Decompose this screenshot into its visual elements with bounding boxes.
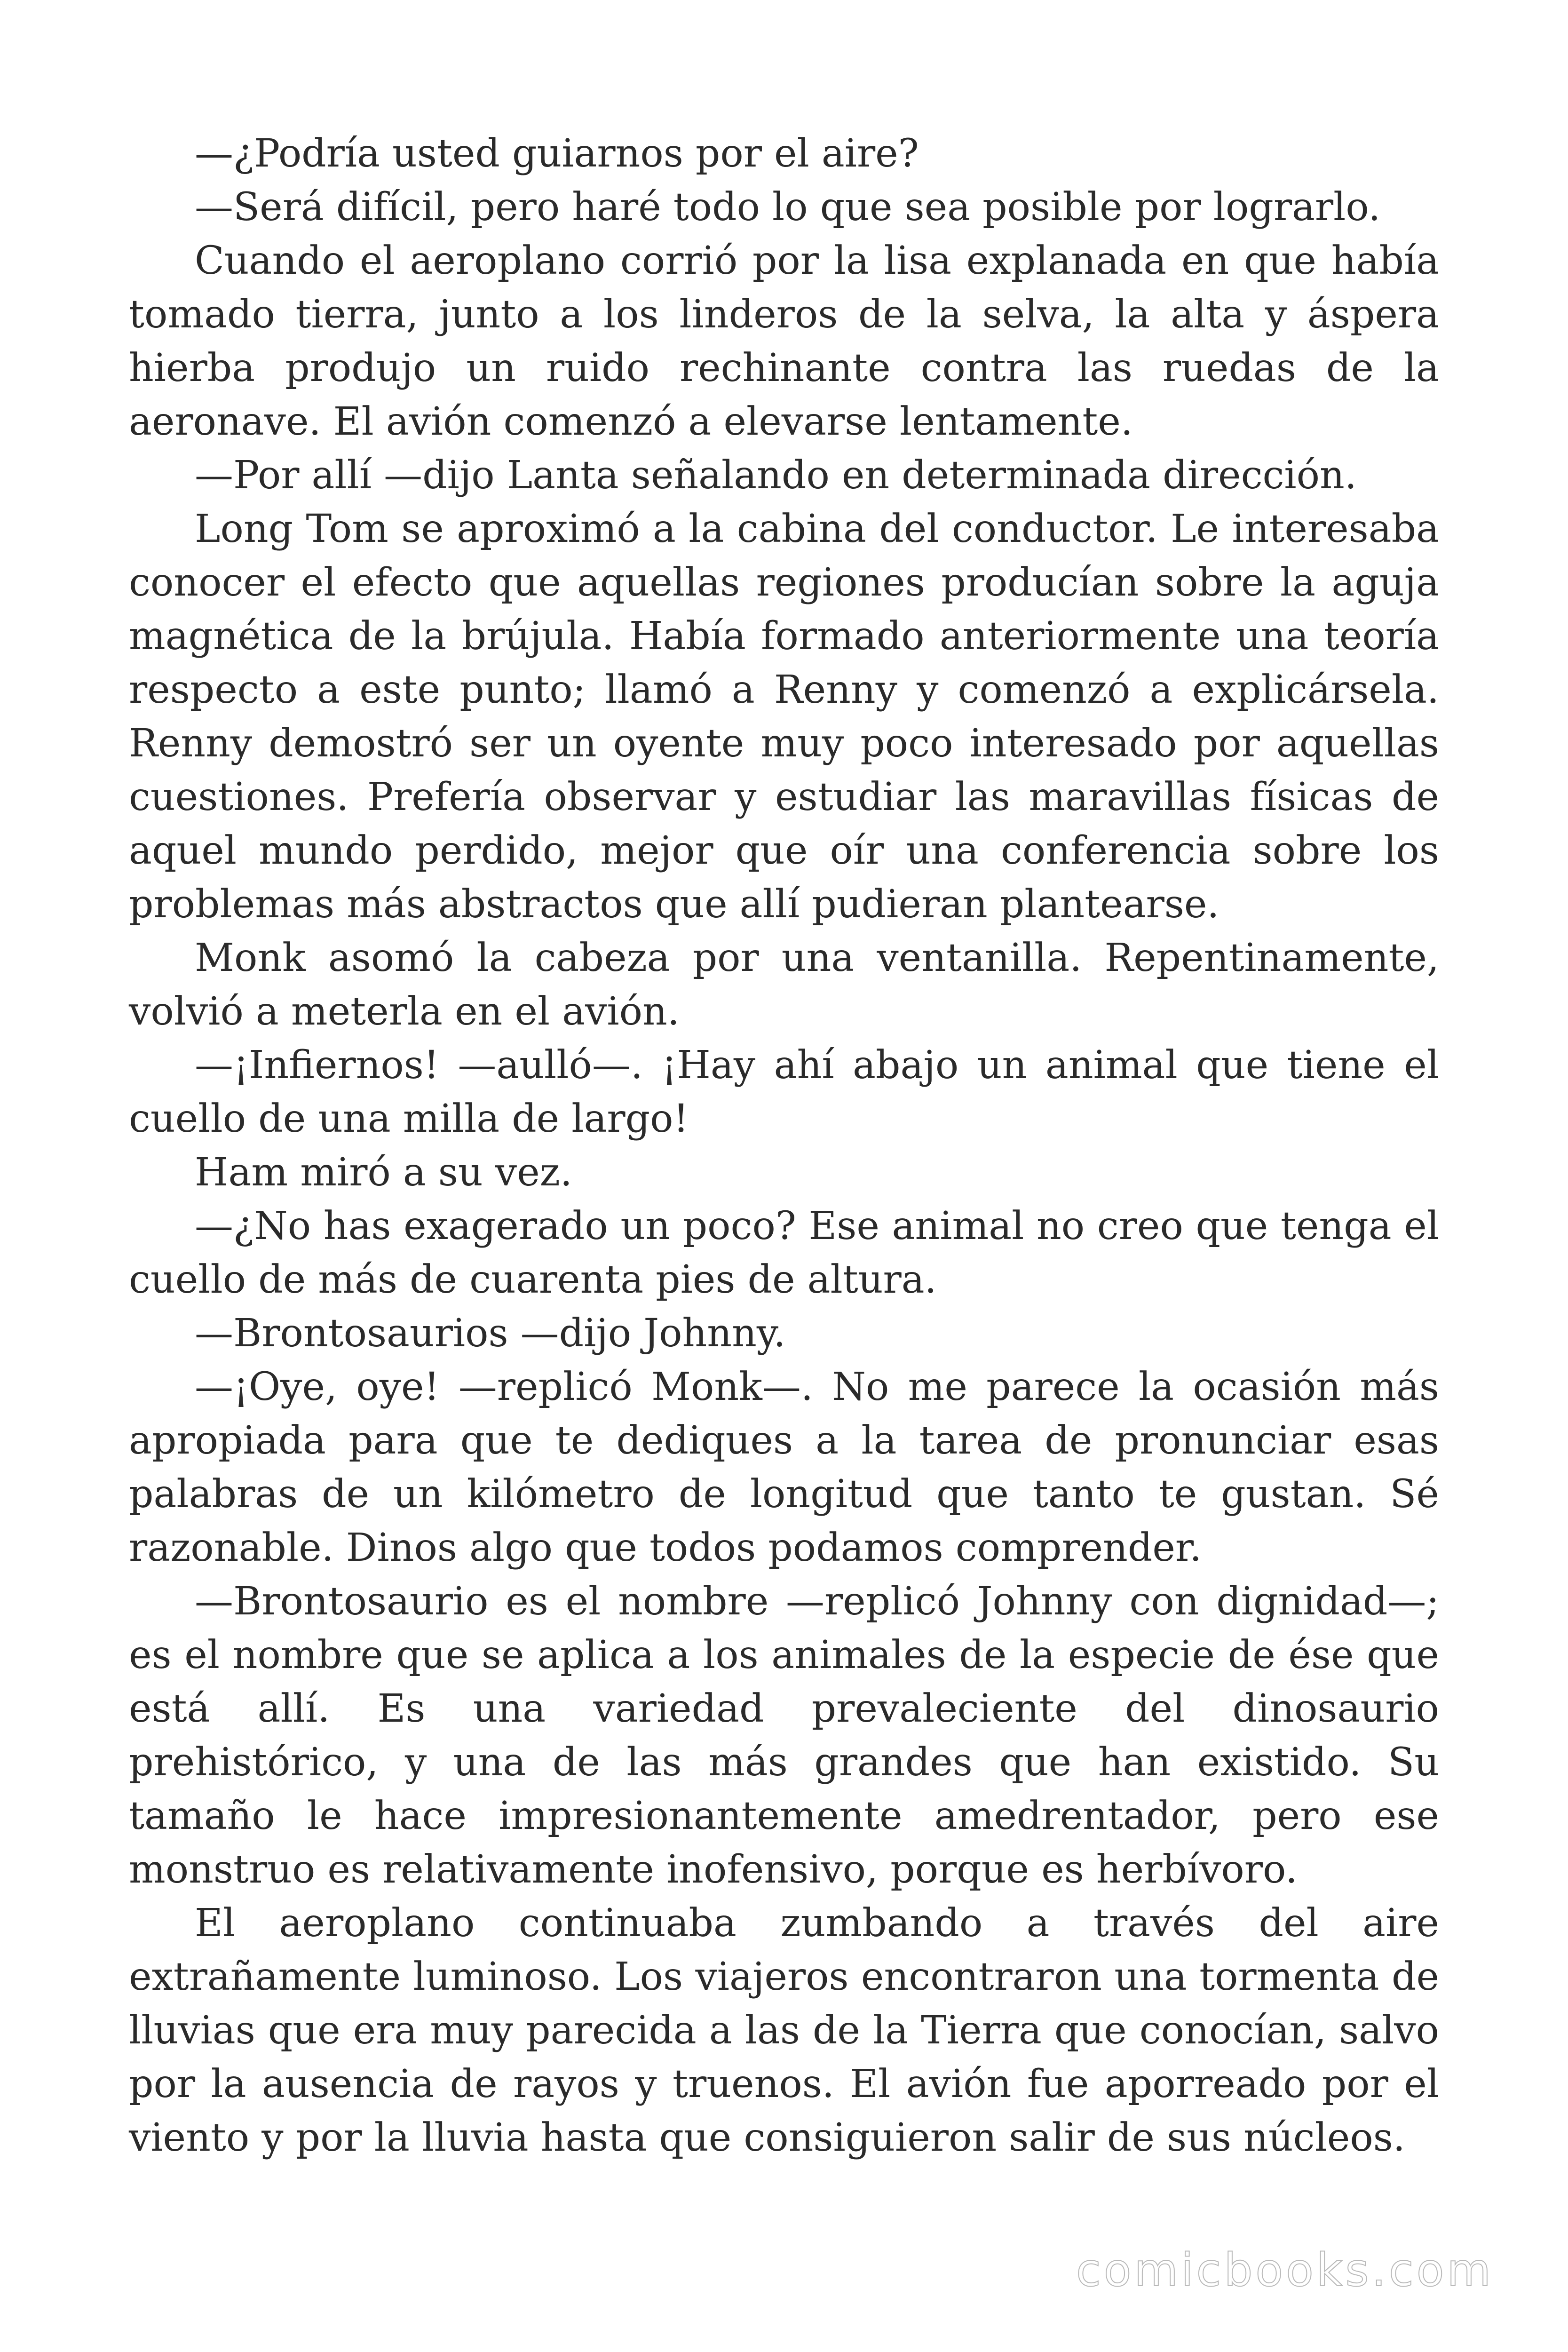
- paragraph-6: Monk asomó la cabeza por una ventanilla. Repentinamente, volvió a meterla en el avión.: [129, 936, 1439, 1034]
- paragraph-8: Ham miró a su vez.: [195, 1150, 572, 1195]
- paragraph-1: —¿Podría usted guiarnos por el aire?: [195, 131, 919, 176]
- paragraph-13: El aeroplano continuaba zumbando a través del aire extrañamente luminoso. Los viajeros encontraron una tormenta de lluvias que era muy parecida a las de la Tierra que conocían, salvo por la ausencia de rayos y truenos. El avión fue aporreado por el viento y por la lluvia hasta que consiguieron salir de sus núcleos.: [129, 1901, 1439, 2160]
- paragraph-10: —Brontosaurios —dijo Johnny.: [195, 1311, 786, 1356]
- paragraph-3: Cuando el aeroplano corrió por la lisa explanada en que había tomado tierra, junto a los linderos de la selva, la alta y áspera hierba produjo un ruido rechinante contra las ruedas de la aeronave. El avión comenzó a elevarse lentamente.: [129, 238, 1439, 444]
- watermark: comicbooks.com: [1076, 2244, 1494, 2296]
- paragraph-7: —¡Infiernos! —aulló—. ¡Hay ahí abajo un animal que tiene el cuello de una milla de largo!: [129, 1043, 1439, 1141]
- paragraph-2: —Será difícil, pero haré todo lo que sea posible por lograrlo.: [195, 185, 1381, 230]
- paragraph-12: —Brontosaurio es el nombre —replicó Johnny con dignidad—; es el nombre que se aplica a los animales de la especie de ése que está allí. Es una variedad prevaleciente del dinosaurio prehistórico, y una de las más grandes que han existido. Su tamaño le hace impresionantemente amedrentador, pero ese monstruo es relativamente inofensivo, porque es herbívoro.: [129, 1579, 1439, 1892]
- book-page-text: [129, 127, 1439, 2165]
- paragraph-11: —¡Oye, oye! —replicó Monk—. No me parece la ocasión más apropiada para que te dediques a la tarea de pronunciar esas palabras de un kilómetro de longitud que tanto te gustan. Sé razonable. Dinos algo que todos podamos comprender.: [129, 1365, 1439, 1570]
- paragraph-5: Long Tom se aproximó a la cabina del conductor. Le interesaba conocer el efecto que aquellas regiones producían sobre la aguja magnética de la brújula. Había formado anteriormente una teoría respecto a este punto; llamó a Renny y comenzó a explicársela. Renny demostró ser un oyente muy poco interesado por aquellas cuestiones. Prefería observar y estudiar las maravillas físicas de aquel mundo perdido, mejor que oír una conferencia sobre los problemas más abstractos que allí pudieran plantearse.: [129, 507, 1439, 927]
- paragraph-9: —¿No has exagerado un poco? Ese animal no creo que tenga el cuello de más de cuarenta pies de altura.: [129, 1204, 1439, 1302]
- paragraph-4: —Por allí —dijo Lanta señalando en determinada dirección.: [195, 453, 1357, 498]
